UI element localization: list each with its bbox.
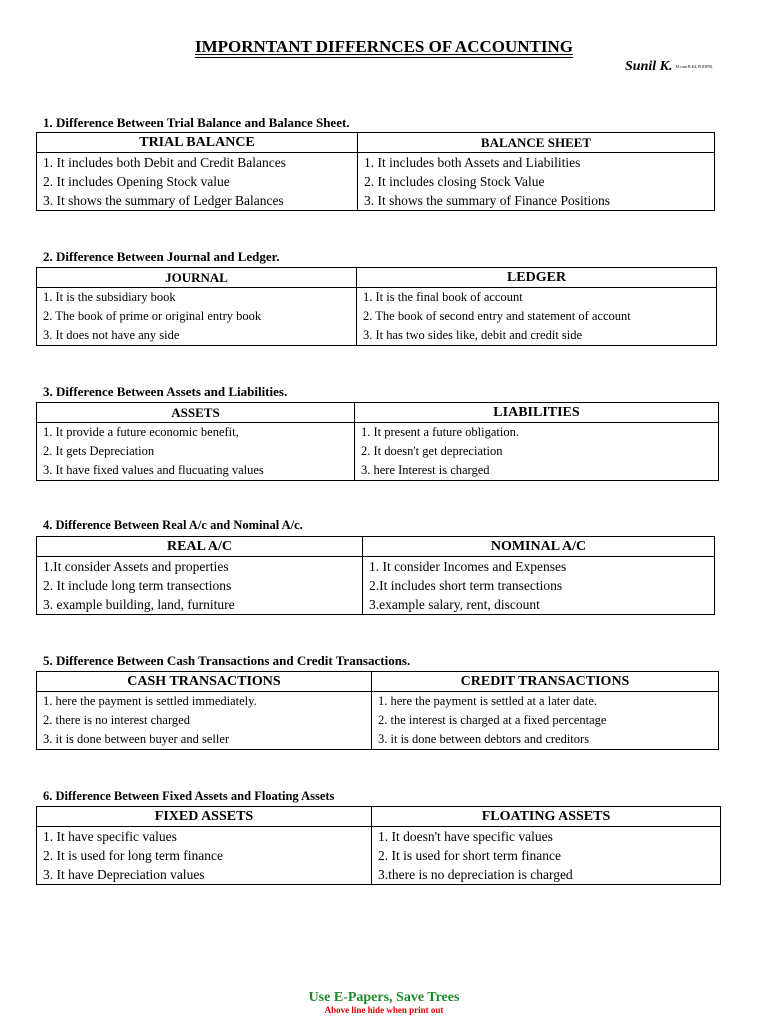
author-signature: [625, 57, 713, 75]
table-cell: 3. It shows the summary of Finance Positions: [358, 191, 715, 211]
footer-slogan: Use E-Papers, Save Trees: [308, 990, 460, 1005]
table-cell: 3. It has two sides like, debit and credit side: [357, 326, 717, 346]
table-row: [37, 288, 717, 308]
table-cell: 1. It provide a future economic benefit,: [37, 423, 355, 443]
table-row: [37, 307, 717, 326]
section-heading: 5. Difference Between Cash Transactions and Credit Transactions.: [43, 653, 411, 668]
table-cell: 2. It doesn't get depreciation: [355, 442, 719, 461]
table-row: [37, 827, 721, 847]
table-row: [37, 461, 719, 481]
comparison-table: [36, 402, 719, 481]
table-cell: 1. It includes both Assets and Liabilities: [358, 153, 715, 173]
table-cell: 2. It include long term transections: [37, 576, 363, 595]
column-header-right: LEDGER: [357, 268, 717, 288]
table-cell: 1. It is the subsidiary book: [37, 288, 357, 308]
table-cell: 1. It is the final book of account: [357, 288, 717, 308]
table-cell: 2. It includes closing Stock Value: [358, 172, 715, 191]
table-row: [37, 153, 715, 173]
table-cell: 1. here the payment is settled immediately.: [37, 692, 372, 712]
comparison-table: [36, 267, 717, 346]
table-cell: 2.It includes short term transections: [363, 576, 715, 595]
table-cell: 3. It shows the summary of Ledger Balances: [37, 191, 358, 211]
column-header-left: FIXED ASSETS: [37, 807, 372, 827]
table-cell: 1. It doesn't have specific values: [372, 827, 721, 847]
comparison-table: [36, 671, 719, 750]
table-cell: 3. it is done between debtors and creditors: [372, 730, 719, 750]
column-header-left: CASH TRANSACTIONS: [37, 672, 372, 692]
column-header-left: REAL A/C: [37, 537, 363, 557]
table-cell: 3. It does not have any side: [37, 326, 357, 346]
table-cell: 2. there is no interest charged: [37, 711, 372, 730]
table-cell: 1. here the payment is settled at a later date.: [372, 692, 719, 712]
table-row: [37, 865, 721, 885]
table-cell: 3. example building, land, furniture: [37, 595, 363, 615]
table-row: [37, 423, 719, 443]
comparison-table: [36, 536, 715, 615]
table-cell: 2. It gets Depreciation: [37, 442, 355, 461]
page-title: IMPORNTANT DIFFERNCES OF ACCOUNTING: [195, 37, 573, 56]
column-header-left: JOURNAL: [37, 268, 357, 288]
table-cell: 1. It consider Incomes and Expenses: [363, 557, 715, 577]
table-row: [37, 711, 719, 730]
table-cell: 2. It is used for short term finance: [372, 846, 721, 865]
table-row: [37, 557, 715, 577]
table-cell: 2. It includes Opening Stock value: [37, 172, 358, 191]
table-cell: 3. it is done between buyer and seller: [37, 730, 372, 750]
column-header-left: ASSETS: [37, 403, 355, 423]
table-cell: 1.It consider Assets and properties: [37, 557, 363, 577]
section-heading: 2. Difference Between Journal and Ledger.: [43, 249, 280, 264]
table-cell: 3.example salary, rent, discount: [363, 595, 715, 615]
table-cell: 1. It includes both Debit and Credit Balances: [37, 153, 358, 173]
table-cell: 2. The book of second entry and statement of account: [357, 307, 717, 326]
column-header-right: NOMINAL A/C: [363, 537, 715, 557]
table-row: [37, 692, 719, 712]
column-header-right: CREDIT TRANSACTIONS: [372, 672, 719, 692]
table-cell: 2. It is used for long term finance: [37, 846, 372, 865]
footer-note: Above line hide when print out: [324, 1005, 444, 1015]
table-cell: 2. The book of prime or original entry book: [37, 307, 357, 326]
table-row: [37, 326, 717, 346]
section-heading: 3. Difference Between Assets and Liabilities.: [43, 384, 288, 399]
author-name: Sunil K.: [625, 59, 673, 74]
table-cell: 1. It present a future obligation.: [355, 423, 719, 443]
column-header-right: FLOATING ASSETS: [372, 807, 721, 827]
table-row: [37, 576, 715, 595]
table-row: [37, 846, 721, 865]
table-row: [37, 595, 715, 615]
comparison-table: [36, 132, 715, 211]
table-cell: 1. It have specific values: [37, 827, 372, 847]
column-header-right: LIABILITIES: [355, 403, 719, 423]
author-credentials: M.com B.Ed, PGDFM.: [675, 63, 713, 69]
table-cell: 3. here Interest is charged: [355, 461, 719, 481]
section-heading: 4. Difference Between Real A/c and Nominal A/c.: [43, 518, 303, 532]
comparison-table: [36, 806, 721, 885]
section-heading: 1. Difference Between Trial Balance and Balance Sheet.: [43, 115, 350, 130]
table-cell: 2. the interest is charged at a fixed percentage: [372, 711, 719, 730]
table-cell: 3. It have Depreciation values: [37, 865, 372, 885]
table-row: [37, 442, 719, 461]
table-row: [37, 730, 719, 750]
table-row: [37, 191, 715, 211]
table-cell: 3. It have fixed values and flucuating values: [37, 461, 355, 481]
column-header-right: BALANCE SHEET: [358, 133, 715, 153]
table-cell: 3.there is no depreciation is charged: [372, 865, 721, 885]
column-header-left: TRIAL BALANCE: [37, 133, 358, 153]
table-row: [37, 172, 715, 191]
section-heading: 6. Difference Between Fixed Assets and Floating Assets: [43, 789, 335, 803]
